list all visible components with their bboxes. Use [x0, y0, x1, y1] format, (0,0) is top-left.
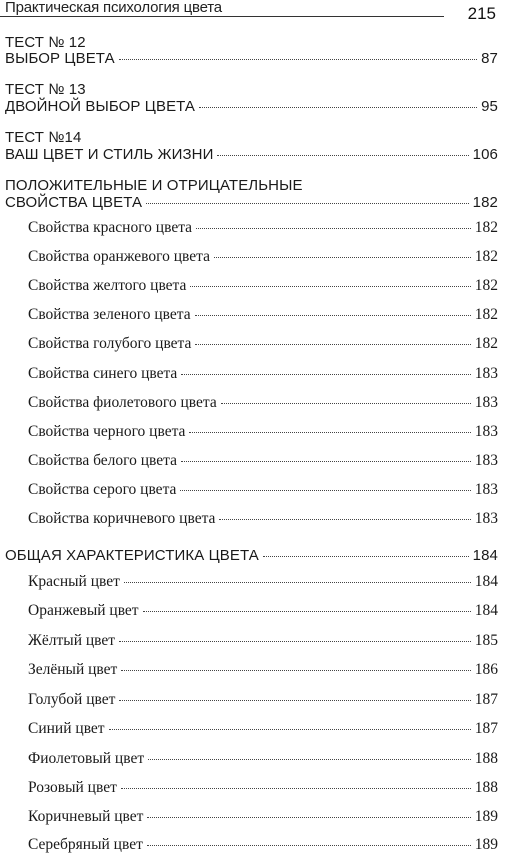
leader-dots	[199, 107, 477, 108]
toc-subentry[interactable]	[28, 423, 498, 441]
toc-subentry-title: Свойства желтого цвета	[28, 277, 187, 294]
toc-subentry[interactable]	[28, 452, 498, 470]
toc-subentry-page: 183	[474, 481, 498, 498]
leader-dots	[190, 286, 470, 287]
toc-entry-test12[interactable]	[5, 50, 498, 67]
leader-dots	[147, 817, 470, 818]
toc-subentry[interactable]	[28, 573, 498, 591]
leader-dots	[195, 344, 470, 345]
toc-subentry-page: 189	[474, 808, 498, 825]
toc-subentry-page: 187	[474, 720, 498, 737]
toc-subentry-title: Свойства оранжевого цвета	[28, 248, 210, 265]
toc-subentry-page: 182	[474, 306, 498, 323]
leader-dots	[263, 556, 469, 557]
toc-subentry-page: 183	[474, 510, 498, 527]
leader-dots	[119, 641, 471, 642]
toc-subentry-page: 183	[474, 423, 498, 440]
toc-properties-heading-line1: ПОЛОЖИТЕЛЬНЫЕ И ОТРИЦАТЕЛЬНЫЕ	[5, 177, 303, 194]
toc-subentry[interactable]	[28, 661, 498, 679]
toc-subentry-page: 182	[474, 335, 498, 352]
toc-subentry-title: Свойства белого цвета	[28, 452, 178, 469]
toc-subentry-title: Фиолетовый цвет	[28, 750, 145, 767]
toc-subentry[interactable]	[28, 394, 498, 412]
toc-subentry-title: Синий цвет	[28, 720, 105, 737]
toc-subentry-page: 183	[474, 394, 498, 411]
toc-subentry[interactable]	[28, 306, 498, 324]
toc-subentry-title: Свойства серого цвета	[28, 481, 177, 498]
toc-subentry-title: Свойства голубого цвета	[28, 335, 192, 352]
leader-dots	[196, 228, 471, 229]
toc-entry-properties[interactable]	[5, 194, 498, 211]
toc-subentry-page: 187	[474, 691, 498, 708]
header-rule	[0, 16, 444, 17]
leader-dots	[221, 403, 471, 404]
toc-subentry-page: 186	[474, 661, 498, 678]
leader-dots	[146, 203, 469, 204]
page-header	[0, 0, 508, 24]
toc-subentry[interactable]	[28, 632, 498, 650]
toc-subentry-title: Коричневый цвет	[28, 808, 144, 825]
toc-entry-title: СВОЙСТВА ЦВЕТА	[5, 194, 143, 211]
leader-dots	[147, 845, 471, 846]
toc-entry-title: ОБЩАЯ ХАРАКТЕРИСТИКА ЦВЕТА	[5, 547, 259, 564]
toc-subentry-page: 188	[474, 779, 498, 796]
toc-subentry[interactable]	[28, 691, 498, 709]
toc-subentry-title: Оранжевый цвет	[28, 602, 139, 619]
toc-subentry-title: Свойства красного цвета	[28, 219, 193, 236]
toc-subentry-title: Свойства фиолетового цвета	[28, 394, 217, 411]
toc-subentry-page: 185	[474, 632, 498, 649]
leader-dots	[180, 490, 470, 491]
toc-subentry[interactable]	[28, 248, 498, 266]
toc-subentry[interactable]	[28, 836, 498, 854]
leader-dots	[124, 582, 471, 583]
toc-subentry-page: 189	[474, 836, 498, 853]
toc-subentry-page: 182	[474, 248, 498, 265]
toc-subentry[interactable]	[28, 720, 498, 738]
leader-dots	[143, 611, 471, 612]
toc-entry-test13[interactable]	[5, 98, 498, 115]
leader-dots	[119, 700, 470, 701]
toc-subentry-page: 183	[474, 365, 498, 382]
toc-entry-test14[interactable]	[5, 146, 498, 163]
toc-subentry-title: Голубой цвет	[28, 691, 116, 708]
toc-subentry[interactable]	[28, 277, 498, 295]
toc-subentry-title: Свойства синего цвета	[28, 365, 178, 382]
toc-entry-page: 95	[481, 98, 498, 115]
toc-subentry-page: 184	[474, 602, 498, 619]
toc-subentry-page: 182	[474, 219, 498, 236]
toc-entry-title: ВЫБОР ЦВЕТА	[5, 50, 115, 67]
toc-subentry-page: 182	[474, 277, 498, 294]
toc-subentry-title: Зелёный цвет	[28, 661, 118, 678]
leader-dots	[119, 59, 477, 60]
toc-subentry-title: Свойства коричневого цвета	[28, 510, 216, 527]
toc-subentry-title: Розовый цвет	[28, 779, 117, 796]
toc-test13-heading: ТЕСТ № 13	[5, 81, 86, 98]
leader-dots	[148, 759, 471, 760]
page-number: 215	[467, 4, 496, 23]
toc-entry-title: ДВОЙНОЙ ВЫБОР ЦВЕТА	[5, 98, 196, 115]
toc-subentry-title: Красный цвет	[28, 573, 120, 590]
toc-subentry[interactable]	[28, 750, 498, 768]
toc-subentry-title: Жёлтый цвет	[28, 632, 116, 649]
leader-dots	[219, 519, 470, 520]
leader-dots	[189, 432, 470, 433]
leader-dots	[214, 257, 471, 258]
toc-subentry[interactable]	[28, 602, 498, 620]
toc-subentry-page: 188	[474, 750, 498, 767]
toc-entry-page: 106	[472, 146, 498, 163]
toc-subentry[interactable]	[28, 510, 498, 528]
toc-test14-heading: ТЕСТ №14	[5, 129, 82, 146]
toc-subentry-title: Свойства черного цвета	[28, 423, 186, 440]
leader-dots	[121, 670, 470, 671]
toc-subentry-page: 183	[474, 452, 498, 469]
leader-dots	[109, 729, 471, 730]
toc-entry-page: 184	[472, 547, 498, 564]
leader-dots	[181, 461, 471, 462]
leader-dots	[217, 155, 468, 156]
toc-subentry[interactable]	[28, 808, 498, 826]
leader-dots	[195, 315, 471, 316]
leader-dots	[121, 788, 471, 789]
toc-subentry[interactable]	[28, 335, 498, 353]
toc-entry-page: 87	[481, 50, 498, 67]
leader-dots	[181, 374, 470, 375]
toc-subentry[interactable]	[28, 779, 498, 797]
toc-entry-title: ВАШ ЦВЕТ И СТИЛЬ ЖИЗНИ	[5, 146, 214, 163]
toc-subentry-title: Серебряный цвет	[28, 836, 143, 853]
toc-subentry[interactable]	[28, 365, 498, 383]
toc-subentry-page: 184	[474, 573, 498, 590]
running-title: Практическая психология цвета	[5, 0, 222, 16]
toc-entry-page: 182	[472, 194, 498, 211]
toc-subentry[interactable]	[28, 219, 498, 237]
toc-entry-general[interactable]	[5, 547, 498, 564]
toc-subentry-title: Свойства зеленого цвета	[28, 306, 191, 323]
toc-subentry[interactable]	[28, 481, 498, 499]
toc-test12-heading: ТЕСТ № 12	[5, 34, 86, 51]
